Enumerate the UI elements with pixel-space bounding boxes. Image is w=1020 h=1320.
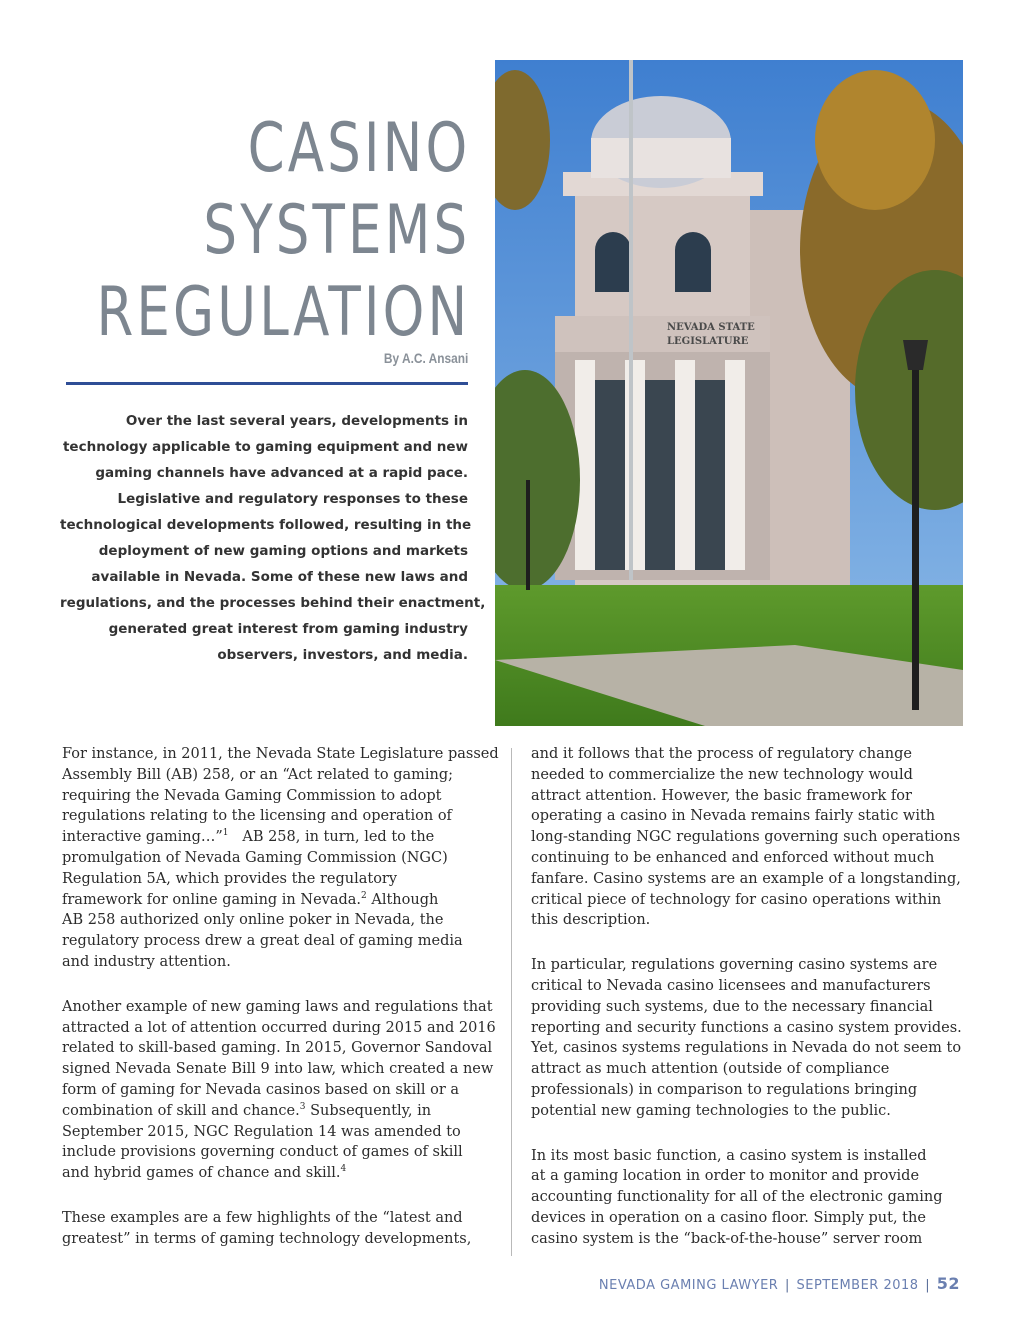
text-line: greatest” in terms of gaming technology developments, [62, 1230, 472, 1247]
text-line: casino system is the “back-of-the-house” server room [531, 1230, 923, 1247]
footnote-ref: 2 [361, 890, 367, 901]
text-line [62, 827, 492, 848]
title-line: REGULATION [96, 273, 470, 352]
page-footer [599, 1274, 960, 1293]
text-line: promulgation of Nevada Gaming Commission (NGC) [62, 849, 448, 866]
text-segment: AB 258, in turn, led to the [242, 829, 435, 846]
body-paragraph [531, 955, 961, 1121]
intro-line: technology applicable to gaming equipment and new [62, 439, 468, 455]
footer-separator: | [784, 1278, 790, 1293]
text-line: this description. [531, 912, 651, 929]
legislature-photo [495, 60, 963, 726]
text-line: accounting functionality for all of the electronic gaming [531, 1189, 943, 1206]
body-paragraph [62, 744, 499, 973]
body-column-left [62, 744, 499, 1274]
text-segment: interactive gaming…” [62, 829, 223, 846]
text-line: In particular, regulations governing casino systems are [531, 957, 938, 974]
publication-name: NEVADA GAMING LAWYER [598, 1278, 779, 1293]
text-line: For instance, in 2011, the Nevada State Legislature passed [62, 746, 499, 762]
byline: By A.C. Ansani [383, 350, 468, 366]
text-line: In its most basic function, a casino system is installed [531, 1147, 927, 1164]
text-line: needed to commercialize the new technology would [531, 766, 913, 783]
title-line: CASINO [247, 109, 470, 188]
text-line [62, 1163, 492, 1184]
sign-text: NEVADA STATE [667, 322, 755, 333]
text-line [62, 1101, 492, 1122]
text-line: and industry attention. [62, 953, 231, 970]
footnote-ref: 4 [340, 1164, 347, 1175]
text-line: at a gaming location in order to monitor and provide [531, 1168, 920, 1185]
intro-line: observers, investors, and media. [217, 647, 468, 663]
text-line: professionals) in comparison to regulations bringing [531, 1081, 918, 1098]
title-line: SYSTEMS [203, 191, 471, 270]
text-line: Regulation 5A, which provides the regulatory [62, 870, 398, 887]
text-segment: and hybrid games of chance and skill. [62, 1165, 341, 1182]
body-paragraph [531, 1146, 961, 1250]
text-line: reporting and security functions a casino system provides. [531, 1019, 962, 1036]
text-line: attracted a lot of attention occurred during 2015 and 2016 [62, 1019, 496, 1036]
body-paragraph [62, 1208, 492, 1250]
text-line: related to skill-based gaming. In 2015, Governor Sandoval [62, 1040, 493, 1057]
text-line: attract attention. However, the basic framework for [531, 787, 912, 804]
page-number: 52 [936, 1274, 960, 1293]
intro-paragraph [60, 408, 486, 668]
intro-line: Over the last several years, developments in [125, 413, 468, 429]
text-line: devices in operation on a casino floor. Simply put, the [531, 1209, 926, 1226]
text-line: September 2015, NGC Regulation 14 was amended to [62, 1123, 461, 1140]
text-line: requiring the Nevada Gaming Commission to adopt [62, 787, 442, 804]
text-line: attract as much attention (outside of compliance [531, 1061, 890, 1078]
text-segment: framework for online gaming in Nevada. [62, 891, 362, 908]
text-line: Assembly Bill (AB) 258, or an “Act related to gaming; [62, 766, 454, 783]
intro-line: regulations, and the processes behind their enactment, [60, 595, 486, 611]
body-paragraph [531, 744, 961, 931]
text-line: form of gaming for Nevada casinos based on skill or a [62, 1081, 460, 1098]
text-line: continuing to be enhanced and enforced without much [531, 849, 935, 866]
text-line: Yet, casinos systems regulations in Nevada do not seem to [531, 1040, 962, 1057]
text-line: providing such systems, due to the necessary financial [531, 998, 933, 1015]
issue-date: SEPTEMBER 2018 [796, 1278, 919, 1293]
column-divider [511, 748, 512, 1256]
text-line: operating a casino in Nevada remains fairly static with [531, 808, 936, 825]
text-line [62, 890, 492, 911]
intro-line: available in Nevada. Some of these new laws and [91, 569, 468, 585]
title-rule [66, 382, 468, 385]
intro-line: technological developments followed, resulting in the [60, 517, 472, 533]
body-paragraph [62, 997, 496, 1184]
text-line: critical piece of technology for casino operations within [531, 891, 942, 908]
text-line: long-standing NGC regulations governing such operations [531, 829, 961, 846]
article-title [96, 108, 470, 354]
text-line: Another example of new gaming laws and regulations that [62, 998, 493, 1015]
intro-line: gaming channels have advanced at a rapid pace. [95, 465, 468, 481]
text-segment: combination of skill and chance. [62, 1102, 300, 1119]
body-column-right [531, 744, 961, 1274]
intro-line: deployment of new gaming options and markets [98, 543, 468, 559]
text-line: and it follows that the process of regulatory change [531, 746, 912, 762]
legislature-illustration [495, 60, 963, 726]
intro-line: generated great interest from gaming industry [108, 621, 468, 637]
text-line: include provisions governing conduct of games of skill [62, 1144, 463, 1161]
footnote-ref: 1 [222, 828, 229, 839]
text-line: AB 258 authorized only online poker in Nevada, the [62, 912, 444, 929]
text-segment: Although [371, 891, 439, 908]
text-line: These examples are a few highlights of the “latest and [62, 1209, 463, 1226]
text-line: regulations relating to the licensing and operation of [62, 808, 452, 825]
text-line: fanfare. Casino systems are an example of a longstanding, [531, 870, 961, 887]
text-line: critical to Nevada casino licensees and manufacturers [531, 977, 931, 994]
footnote-ref: 3 [299, 1101, 306, 1112]
footer-separator: | [925, 1278, 931, 1293]
intro-line: Legislative and regulatory responses to these [117, 491, 468, 507]
text-segment: Subsequently, in [310, 1102, 432, 1119]
sign-text: LEGISLATURE [667, 336, 749, 347]
text-line: regulatory process drew a great deal of gaming media [62, 933, 463, 950]
text-line: signed Nevada Senate Bill 9 into law, which created a new [62, 1061, 494, 1078]
text-line: potential new gaming technologies to the public. [531, 1102, 891, 1119]
